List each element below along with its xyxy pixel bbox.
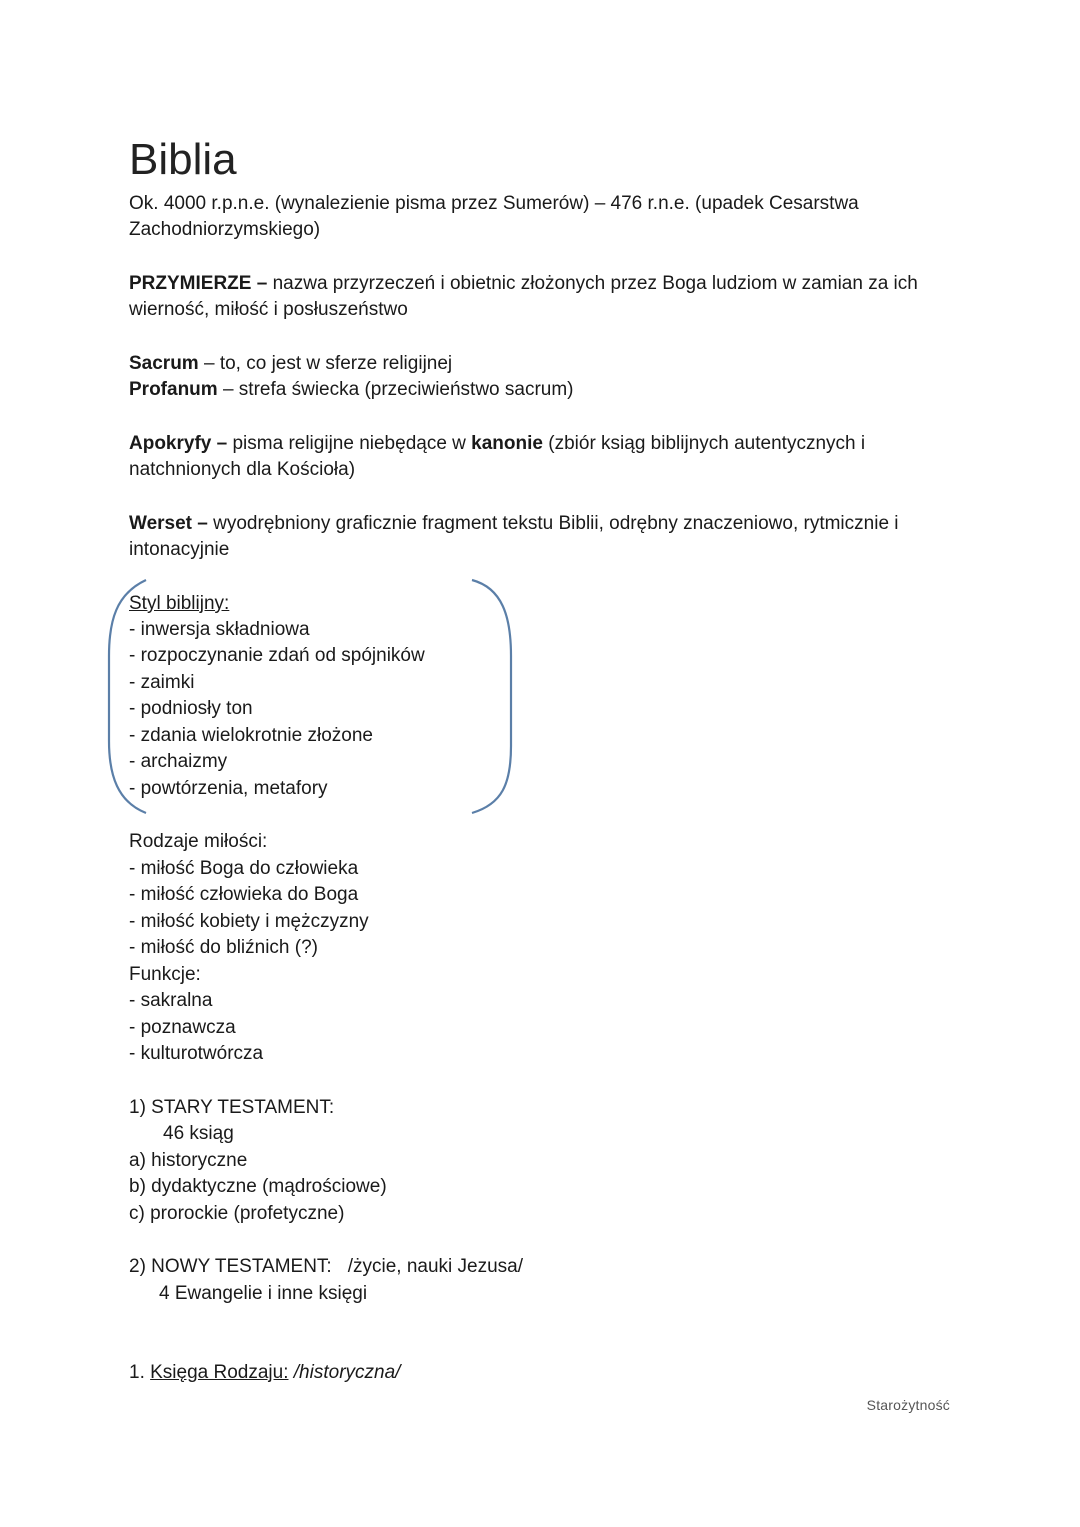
ksiega-name: Księga Rodzaju: bbox=[150, 1362, 289, 1383]
przymierze-term: PRZYMIERZE – bbox=[129, 273, 268, 294]
werset-text: wyodrębniony graficznie fragment tekstu Biblii, odrębny znaczeniowo, rytmicznie i bbox=[207, 513, 899, 534]
period-line-1: Ok. 4000 r.p.n.e. (wynalezienie pisma przez Sumerów) – 476 r.n.e. (upadek Cesarstwa bbox=[129, 193, 859, 214]
stary-heading: 1) STARY TESTAMENT: bbox=[129, 1097, 335, 1118]
funkcje-heading: Funkcje: bbox=[129, 964, 201, 985]
nowy-note: /życie, nauki Jezusa/ bbox=[347, 1256, 524, 1277]
ksiega-num: 1. bbox=[129, 1362, 151, 1383]
funkcje-item: - sakralna bbox=[129, 990, 213, 1011]
werset-text-2: intonacyjnie bbox=[129, 539, 230, 560]
styl-item: - rozpoczynanie zdań od spójników bbox=[129, 645, 425, 666]
styl-item: - zdania wielokrotnie złożone bbox=[129, 725, 373, 746]
apokryfy-definition bbox=[129, 431, 865, 457]
werset-term: Werset – bbox=[129, 513, 208, 534]
milosc-heading: Rodzaje miłości: bbox=[129, 831, 268, 852]
styl-item: - zaimki bbox=[129, 672, 195, 693]
ksiega-line bbox=[129, 1360, 400, 1386]
profanum-term: Profanum bbox=[129, 379, 218, 400]
milosc-item: - miłość Boga do człowieka bbox=[129, 858, 359, 879]
nowy-sub: 4 Ewangelie i inne księgi bbox=[159, 1283, 368, 1304]
page-footer: Starożytność bbox=[866, 1397, 950, 1413]
przymierze-definition bbox=[129, 271, 918, 297]
profanum-text: – strefa świecka (przeciwieństwo sacrum) bbox=[217, 379, 574, 400]
styl-item: - podniosły ton bbox=[129, 698, 253, 719]
period-line-2: Zachodniorzymskiego) bbox=[129, 219, 321, 240]
sacrum-term: Sacrum bbox=[129, 353, 199, 374]
sacrum-text: – to, co jest w sferze religijnej bbox=[198, 353, 453, 374]
przymierze-text: nazwa przyrzeczeń i obietnic złożonych przez Boga ludziom w zamian za ich bbox=[267, 273, 918, 294]
milosc-item: - miłość do bliźnich (?) bbox=[129, 937, 318, 958]
funkcje-item: - kulturotwórcza bbox=[129, 1043, 264, 1064]
milosc-item: - miłość kobiety i mężczyzny bbox=[129, 911, 369, 932]
kanon-term: kanonie bbox=[471, 433, 543, 454]
styl-item: - archaizmy bbox=[129, 751, 228, 772]
nowy-heading-line bbox=[129, 1254, 523, 1280]
stary-item: b) dydaktyczne (mądrościowe) bbox=[129, 1176, 387, 1197]
apokryfy-text-1: pisma religijne niebędące w bbox=[227, 433, 472, 454]
apokryfy-text-3: natchnionych dla Kościoła) bbox=[129, 459, 356, 480]
funkcje-item: - poznawcza bbox=[129, 1017, 236, 1038]
nowy-heading: 2) NOWY TESTAMENT: bbox=[129, 1256, 332, 1277]
sacrum-definition bbox=[129, 351, 452, 377]
przymierze-text-2: wierność, miłość i posłuszeństwo bbox=[129, 299, 408, 320]
werset-definition bbox=[129, 511, 899, 537]
styl-heading: Styl biblijny: bbox=[129, 593, 230, 614]
apokryfy-term: Apokryfy – bbox=[129, 433, 228, 454]
ksiega-note: /historyczna/ bbox=[288, 1362, 401, 1383]
right-bracket bbox=[472, 580, 511, 813]
stary-item: c) prorockie (profetyczne) bbox=[129, 1203, 345, 1224]
stary-count: 46 ksiąg bbox=[163, 1123, 234, 1144]
styl-item: - inwersja składniowa bbox=[129, 619, 310, 640]
apokryfy-text-2: (zbiór ksiąg biblijnych autentycznych i bbox=[542, 433, 866, 454]
profanum-definition bbox=[129, 377, 574, 403]
styl-item: - powtórzenia, metafory bbox=[129, 778, 328, 799]
stary-item: a) historyczne bbox=[129, 1150, 248, 1171]
milosc-item: - miłość człowieka do Boga bbox=[129, 884, 359, 905]
page-title: Biblia bbox=[129, 135, 237, 184]
